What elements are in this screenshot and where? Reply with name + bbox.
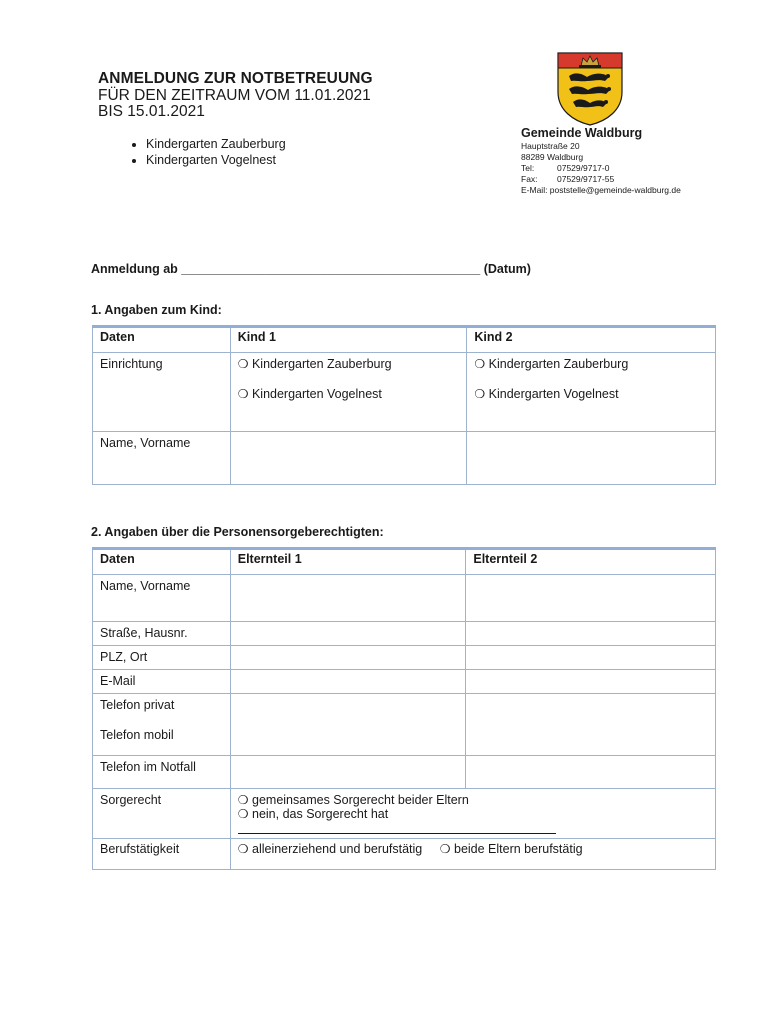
table-row <box>93 646 716 670</box>
parent2-email-field[interactable] <box>466 670 716 694</box>
option-label: Kindergarten Vogelnest <box>488 387 619 401</box>
kind2-einrichtung-cell <box>467 353 716 432</box>
label-tel-privat: Telefon privat <box>100 698 175 712</box>
row-label-name: Name, Vorname <box>93 575 231 622</box>
table-header-cell: Elternteil 1 <box>230 549 466 575</box>
municipality-crest-icon <box>557 52 623 126</box>
table-header-cell: Daten <box>93 549 231 575</box>
radio-icon[interactable]: ❍ <box>237 793 249 807</box>
table-header-cell: Elternteil 2 <box>466 549 716 575</box>
kindergarten-list <box>100 136 286 168</box>
employment-options-cell <box>230 839 715 870</box>
tel-label: Tel: <box>521 163 535 173</box>
section2-heading: 2. Angaben über die Personensorgeberechtigten: <box>91 525 384 539</box>
section1-heading: 1. Angaben zum Kind: <box>91 303 222 317</box>
table-row <box>93 575 716 622</box>
custody-option-sole[interactable] <box>238 807 715 821</box>
form-subtitle-end: BIS 15.01.2021 <box>98 103 205 120</box>
registration-date-line <box>91 262 531 276</box>
table-row <box>93 694 716 756</box>
registration-date-label: Anmeldung ab <box>91 262 178 276</box>
option-label: nein, das Sorgerecht hat <box>252 807 389 821</box>
row-label-email: E-Mail <box>93 670 231 694</box>
option-label: Kindergarten Zauberburg <box>251 357 392 371</box>
option-label: Kindergarten Vogelnest <box>251 387 382 401</box>
parent2-street-field[interactable] <box>466 622 716 646</box>
parent1-emergency-field[interactable] <box>230 756 466 789</box>
kind2-option-vogelnest[interactable] <box>474 387 715 401</box>
row-label-name: Name, Vorname <box>93 432 231 485</box>
table-row <box>93 622 716 646</box>
radio-icon[interactable]: ❍ <box>474 387 486 401</box>
table-row <box>93 432 716 485</box>
blank-line <box>238 821 556 834</box>
radio-icon[interactable]: ❍ <box>474 357 486 371</box>
parent1-name-field[interactable] <box>230 575 466 622</box>
form-subtitle-period: FÜR DEN ZEITRAUM VOM 11.01.2021 <box>98 87 371 104</box>
parent1-phone-field[interactable] <box>230 694 466 756</box>
table-row <box>93 327 716 353</box>
fax-label: Fax: <box>521 174 538 184</box>
parent2-plz-field[interactable] <box>466 646 716 670</box>
row-label-plz: PLZ, Ort <box>93 646 231 670</box>
table-row <box>93 353 716 432</box>
row-label-street: Straße, Hausnr. <box>93 622 231 646</box>
kind1-einrichtung-cell <box>230 353 467 432</box>
row-label-emergency: Telefon im Notfall <box>93 756 231 789</box>
kind1-name-field[interactable] <box>230 432 467 485</box>
parent2-phone-field[interactable] <box>466 694 716 756</box>
employment-option-both[interactable] <box>440 842 583 856</box>
label-tel-mobil: Telefon mobil <box>100 728 174 742</box>
parent1-email-field[interactable] <box>230 670 466 694</box>
municipality-city: 88289 Waldburg <box>521 152 584 162</box>
kind2-option-zauberburg[interactable] <box>474 357 715 371</box>
custody-option-joint[interactable] <box>238 793 715 807</box>
parent1-street-field[interactable] <box>230 622 466 646</box>
municipality-fax <box>521 174 614 185</box>
municipality-tel <box>521 163 609 174</box>
row-label-einrichtung: Einrichtung <box>93 353 231 432</box>
kind1-option-zauberburg[interactable] <box>238 357 467 371</box>
table-row <box>93 549 716 575</box>
radio-icon[interactable]: ❍ <box>237 357 249 371</box>
child-data-table <box>92 325 716 485</box>
row-label-employment: Berufstätigkeit <box>93 839 231 870</box>
list-item: • Kindergarten Zauberburg <box>146 136 286 152</box>
option-label: alleinerziehend und berufstätig <box>252 842 423 856</box>
municipality-street: Hauptstraße 20 <box>521 141 580 151</box>
custody-holder-field[interactable] <box>238 821 715 837</box>
radio-icon[interactable]: ❍ <box>439 842 451 856</box>
list-item: • Kindergarten Vogelnest <box>146 152 286 168</box>
fax-number: 07529/9717-55 <box>557 174 615 184</box>
table-row <box>93 670 716 694</box>
row-label-custody: Sorgerecht <box>93 789 231 839</box>
table-row <box>93 839 716 870</box>
registration-date-field[interactable]: ___________________________________________ <box>181 262 481 276</box>
table-row <box>93 789 716 839</box>
kind2-name-field[interactable] <box>467 432 716 485</box>
tel-number: 07529/9717-0 <box>557 163 610 173</box>
kind1-option-vogelnest[interactable] <box>238 387 467 401</box>
option-label: beide Eltern berufstätig <box>454 842 583 856</box>
guardian-data-table <box>92 547 716 870</box>
option-label: Kindergarten Zauberburg <box>488 357 629 371</box>
radio-icon[interactable]: ❍ <box>237 842 249 856</box>
radio-icon[interactable]: ❍ <box>237 807 249 821</box>
municipality-name: Gemeinde Waldburg <box>521 126 643 140</box>
parent2-emergency-field[interactable] <box>466 756 716 789</box>
row-label-phone <box>93 694 231 756</box>
table-header-cell: Daten <box>93 327 231 353</box>
option-label: gemeinsames Sorgerecht beider Eltern <box>252 793 469 807</box>
table-row <box>93 756 716 789</box>
municipality-email: E-Mail: poststelle@gemeinde-waldburg.de <box>521 185 681 195</box>
parent2-name-field[interactable] <box>466 575 716 622</box>
employment-option-single[interactable] <box>238 842 423 856</box>
form-title: ANMELDUNG ZUR NOTBETREUUNG <box>98 70 373 87</box>
table-header-cell: Kind 1 <box>230 327 467 353</box>
registration-date-suffix: (Datum) <box>483 262 531 276</box>
parent1-plz-field[interactable] <box>230 646 466 670</box>
custody-options-cell <box>230 789 715 839</box>
radio-icon[interactable]: ❍ <box>237 387 249 401</box>
table-header-cell: Kind 2 <box>467 327 716 353</box>
